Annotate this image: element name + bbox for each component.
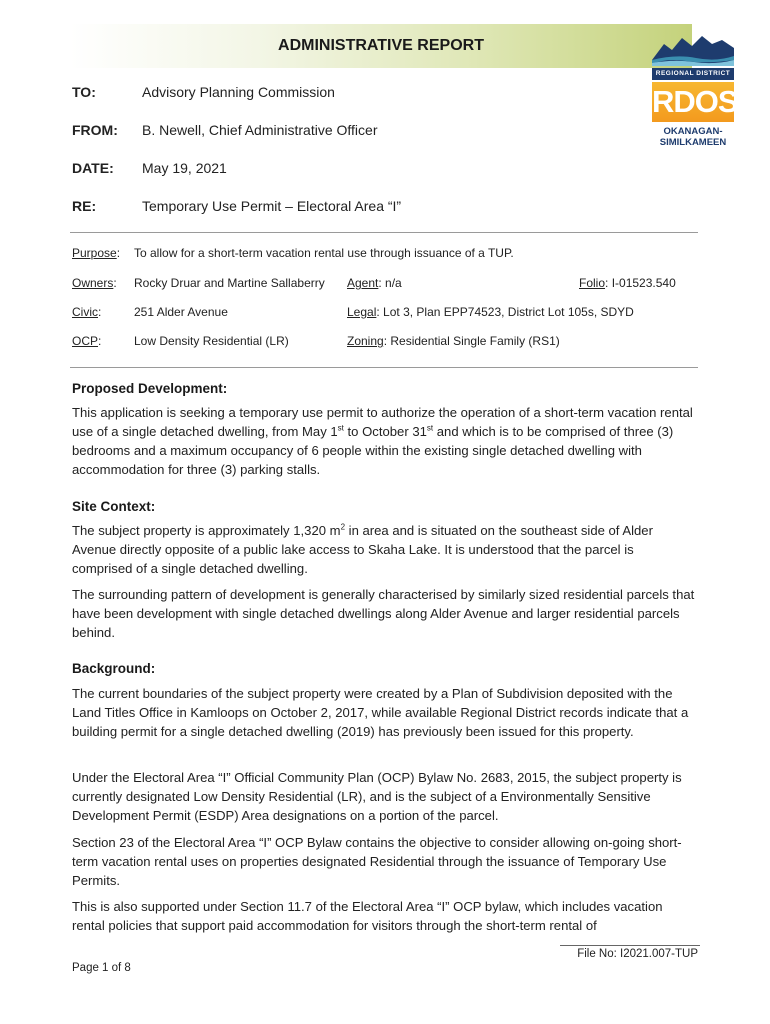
proposed-paragraph: This application is seeking a temporary use permit to authorize the operation of a short-term vacation rental use of a single detached dwelling, from May 1st to October 31st and which is to be comprised of three (3) bedrooms and a maximum occupancy of 6 people within the existing single detached dwelling with accommodation for three (3) parking stalls. — [72, 405, 693, 477]
owners-value: Rocky Druar and Martine Sallaberry — [134, 276, 325, 290]
file-number: File No: I2021.007-TUP — [577, 948, 698, 960]
logo-regional-district: REGIONAL DISTRICT — [652, 68, 734, 80]
divider-bottom — [70, 367, 698, 368]
site-heading: Site Context: — [72, 499, 156, 514]
purpose-value: To allow for a short-term vacation rental use through issuance of a TUP. — [134, 246, 514, 260]
civic-value: 251 Alder Avenue — [134, 305, 228, 319]
logo-acronym: RDOS — [652, 82, 734, 122]
background-heading: Background: — [72, 661, 156, 676]
ocp-label: OCP: — [72, 334, 102, 348]
site-paragraph-2: The surrounding pattern of development is generally characterised by similarly sized residential parcels that have been development with single detached dwellings along Alder Avenue and larger residential parcels behind. — [72, 587, 695, 640]
report-title: ADMINISTRATIVE REPORT — [278, 37, 484, 54]
ocp-value: Low Density Residential (LR) — [134, 334, 289, 348]
from-value: B. Newell, Chief Administrative Officer — [142, 122, 378, 138]
civic-label: Civic: — [72, 305, 102, 319]
background-paragraph-2: Under the Electoral Area “I” Official Community Plan (OCP) Bylaw No. 2683, 2015, the subject property is currently designated Low Density Residential (LR), and is the subject of a Environmentally Sensitive Development Permit (ESDP) Area designations on a portion of the parcel. — [72, 770, 682, 823]
to-label: TO: — [72, 84, 96, 100]
site-paragraph-1: The subject property is approximately 1,320 $m^2$ in area and is situated on the southeast side of Alder Avenue directly opposite of a public lake access to Skaha Lake. It is understood that the parcel is comprised of a single detached dwelling. — [72, 522, 653, 576]
owners-label: Owners: — [72, 276, 117, 290]
re-label: RE: — [72, 198, 97, 214]
background-paragraph-1: The current boundaries of the subject property were created by a Plan of Subdivision deposited with the Land Titles Office in Kamloops on October 2, 2017, while available Regional District records indicate that a building permit for a single detached dwelling (2019) has previously been issued for this property. — [72, 686, 689, 739]
logo-name — [650, 126, 736, 148]
report-banner — [70, 24, 692, 68]
proposed-heading: Proposed Development: — [72, 381, 228, 396]
divider-top — [70, 232, 698, 233]
page-number: Page 1 of 8 — [72, 962, 131, 974]
folio-field: Folio: I-01523.540 — [579, 276, 676, 290]
agent-field: Agent: n/a — [347, 276, 402, 290]
mountain-lake-icon — [646, 30, 734, 90]
date-label: DATE: — [72, 160, 114, 176]
date-value: May 19, 2021 — [142, 160, 227, 176]
from-label: FROM: — [72, 122, 118, 138]
re-value: Temporary Use Permit – Electoral Area “I” — [142, 198, 402, 214]
zoning-field: Zoning: Residential Single Family (RS1) — [347, 334, 560, 348]
background-paragraph-3: Section 23 of the Electoral Area “I” OCP Bylaw contains the objective to consider allowing on-going short-term vacation rental uses on properties designated Residential through the issuance of Temporary Use Permits. — [72, 835, 682, 888]
logo-name-line1: OKANAGAN- — [663, 126, 723, 137]
legal-field: Legal: Lot 3, Plan EPP74523, District Lot 105s, SDYD — [347, 305, 634, 319]
to-value: Advisory Planning Commission — [142, 84, 335, 100]
rdos-logo — [646, 30, 738, 156]
purpose-label: Purpose: — [72, 246, 121, 260]
logo-name-line2: SIMILKAMEEN — [659, 137, 727, 148]
footer-divider — [560, 945, 700, 946]
background-paragraph-4: This is also supported under Section 11.7 of the Electoral Area “I” OCP bylaw, which includes vacation rental policies that support paid accommodation for visitors through the short-term rental of — [72, 899, 663, 933]
